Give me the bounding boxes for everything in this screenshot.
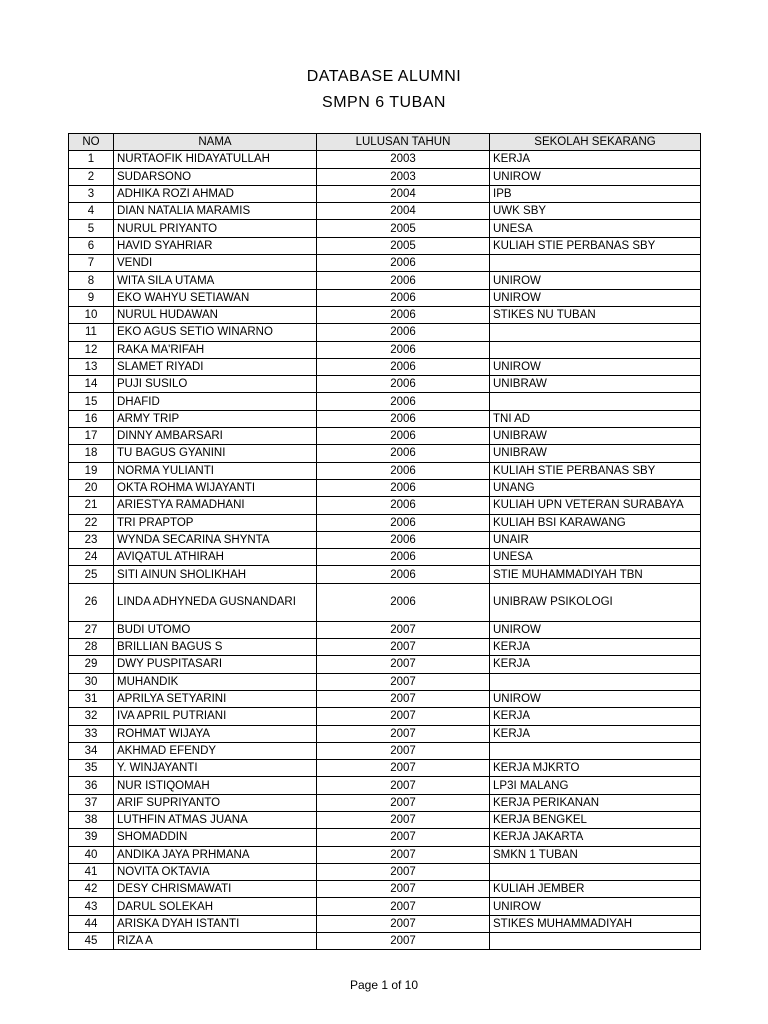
cell-lulusan-tahun: 2006: [317, 531, 490, 548]
cell-sekolah-sekarang: UNIBRAW: [490, 376, 701, 393]
cell-sekolah-sekarang: UWK SBY: [490, 203, 701, 220]
cell-nama: LUTHFIN ATMAS JUANA: [114, 811, 317, 828]
cell-lulusan-tahun: 2006: [317, 272, 490, 289]
cell-sekolah-sekarang: UNIBRAW: [490, 428, 701, 445]
cell-sekolah-sekarang: [490, 393, 701, 410]
table-row: [69, 185, 701, 202]
cell-sekolah-sekarang: KERJA BENGKEL: [490, 811, 701, 828]
table-row: [69, 289, 701, 306]
cell-nama: SUDARSONO: [114, 168, 317, 185]
cell-sekolah-sekarang: [490, 673, 701, 690]
table-row: [69, 708, 701, 725]
cell-no: 26: [69, 583, 114, 621]
cell-no: 11: [69, 324, 114, 341]
cell-lulusan-tahun: 2007: [317, 933, 490, 950]
cell-nama: LINDA ADHYNEDA GUSNANDARI: [114, 583, 317, 621]
cell-sekolah-sekarang: KERJA JAKARTA: [490, 829, 701, 846]
table-row: [69, 306, 701, 323]
table-row: [69, 237, 701, 254]
cell-nama: DARUL SOLEKAH: [114, 898, 317, 915]
cell-nama: DWY PUSPITASARI: [114, 656, 317, 673]
cell-no: 7: [69, 255, 114, 272]
column-header-nama: NAMA: [114, 134, 317, 151]
table-row: [69, 151, 701, 168]
cell-nama: NURUL PRIYANTO: [114, 220, 317, 237]
cell-lulusan-tahun: 2005: [317, 220, 490, 237]
cell-lulusan-tahun: 2006: [317, 514, 490, 531]
cell-no: 13: [69, 358, 114, 375]
cell-sekolah-sekarang: UNIROW: [490, 272, 701, 289]
table-row: [69, 794, 701, 811]
cell-sekolah-sekarang: IPB: [490, 185, 701, 202]
cell-lulusan-tahun: 2007: [317, 794, 490, 811]
document-subtitle: SMPN 6 TUBAN: [322, 94, 446, 111]
cell-sekolah-sekarang: KULIAH JEMBER: [490, 881, 701, 898]
cell-lulusan-tahun: 2007: [317, 846, 490, 863]
table-row: [69, 690, 701, 707]
table-row: [69, 656, 701, 673]
cell-no: 39: [69, 829, 114, 846]
cell-lulusan-tahun: 2007: [317, 673, 490, 690]
cell-no: 45: [69, 933, 114, 950]
table-row: [69, 566, 701, 583]
cell-no: 44: [69, 915, 114, 932]
cell-no: 23: [69, 531, 114, 548]
cell-lulusan-tahun: 2006: [317, 549, 490, 566]
cell-no: 10: [69, 306, 114, 323]
cell-sekolah-sekarang: UNIROW: [490, 621, 701, 638]
cell-lulusan-tahun: 2003: [317, 168, 490, 185]
table-row: [69, 220, 701, 237]
cell-sekolah-sekarang: [490, 324, 701, 341]
cell-lulusan-tahun: 2006: [317, 376, 490, 393]
cell-lulusan-tahun: 2007: [317, 621, 490, 638]
table-row: [69, 324, 701, 341]
cell-no: 16: [69, 410, 114, 427]
cell-no: 37: [69, 794, 114, 811]
cell-sekolah-sekarang: UNIROW: [490, 690, 701, 707]
table-row: [69, 410, 701, 427]
cell-lulusan-tahun: 2003: [317, 151, 490, 168]
table-row: [69, 760, 701, 777]
table-row: [69, 272, 701, 289]
cell-no: 17: [69, 428, 114, 445]
cell-no: 3: [69, 185, 114, 202]
cell-nama: TRI PRAPTOP: [114, 514, 317, 531]
cell-no: 43: [69, 898, 114, 915]
cell-lulusan-tahun: 2006: [317, 255, 490, 272]
cell-sekolah-sekarang: [490, 742, 701, 759]
cell-no: 25: [69, 566, 114, 583]
cell-nama: EKO AGUS SETIO WINARNO: [114, 324, 317, 341]
cell-lulusan-tahun: 2006: [317, 410, 490, 427]
cell-no: 32: [69, 708, 114, 725]
cell-lulusan-tahun: 2007: [317, 881, 490, 898]
table-row: [69, 777, 701, 794]
cell-sekolah-sekarang: KERJA PERIKANAN: [490, 794, 701, 811]
cell-no: 35: [69, 760, 114, 777]
cell-no: 27: [69, 621, 114, 638]
cell-lulusan-tahun: 2006: [317, 583, 490, 621]
cell-nama: ROHMAT WIJAYA: [114, 725, 317, 742]
table-row: [69, 829, 701, 846]
cell-sekolah-sekarang: [490, 933, 701, 950]
cell-nama: WYNDA SECARINA SHYNTA: [114, 531, 317, 548]
table-row: [69, 497, 701, 514]
cell-no: 41: [69, 863, 114, 880]
table-row: [69, 933, 701, 950]
cell-no: 40: [69, 846, 114, 863]
cell-no: 24: [69, 549, 114, 566]
cell-no: 8: [69, 272, 114, 289]
cell-sekolah-sekarang: [490, 341, 701, 358]
table-row: [69, 583, 701, 621]
cell-nama: ANDIKA JAYA PRHMANA: [114, 846, 317, 863]
cell-lulusan-tahun: 2006: [317, 428, 490, 445]
cell-nama: VENDI: [114, 255, 317, 272]
cell-sekolah-sekarang: STIKES NU TUBAN: [490, 306, 701, 323]
cell-no: 18: [69, 445, 114, 462]
cell-nama: SITI AINUN SHOLIKHAH: [114, 566, 317, 583]
cell-nama: NURUL HUDAWAN: [114, 306, 317, 323]
table-row: [69, 376, 701, 393]
cell-nama: NOVITA OKTAVIA: [114, 863, 317, 880]
cell-lulusan-tahun: 2006: [317, 445, 490, 462]
cell-sekolah-sekarang: STIE MUHAMMADIYAH TBN: [490, 566, 701, 583]
cell-sekolah-sekarang: [490, 255, 701, 272]
cell-no: 36: [69, 777, 114, 794]
table-row: [69, 742, 701, 759]
cell-lulusan-tahun: 2007: [317, 639, 490, 656]
column-header-sekolah-sekarang: SEKOLAH SEKARANG: [490, 134, 701, 151]
cell-sekolah-sekarang: UNIROW: [490, 289, 701, 306]
cell-sekolah-sekarang: [490, 863, 701, 880]
cell-sekolah-sekarang: KERJA MJKRTO: [490, 760, 701, 777]
table-row: [69, 639, 701, 656]
cell-nama: ARIESTYA RAMADHANI: [114, 497, 317, 514]
table-row: [69, 898, 701, 915]
cell-no: 29: [69, 656, 114, 673]
cell-no: 15: [69, 393, 114, 410]
cell-nama: Y. WINJAYANTI: [114, 760, 317, 777]
cell-nama: ARMY TRIP: [114, 410, 317, 427]
cell-nama: DINNY AMBARSARI: [114, 428, 317, 445]
cell-nama: AVIQATUL ATHIRAH: [114, 549, 317, 566]
cell-lulusan-tahun: 2005: [317, 237, 490, 254]
cell-lulusan-tahun: 2006: [317, 393, 490, 410]
table-row: [69, 915, 701, 932]
cell-lulusan-tahun: 2007: [317, 760, 490, 777]
cell-sekolah-sekarang: KULIAH UPN VETERAN SURABAYA: [490, 497, 701, 514]
cell-sekolah-sekarang: KERJA: [490, 656, 701, 673]
cell-lulusan-tahun: 2006: [317, 497, 490, 514]
table-row: [69, 725, 701, 742]
cell-nama: ARISKA DYAH ISTANTI: [114, 915, 317, 932]
cell-lulusan-tahun: 2007: [317, 656, 490, 673]
cell-nama: EKO WAHYU SETIAWAN: [114, 289, 317, 306]
cell-no: 4: [69, 203, 114, 220]
cell-lulusan-tahun: 2007: [317, 708, 490, 725]
cell-lulusan-tahun: 2007: [317, 863, 490, 880]
cell-nama: SHOMADDIN: [114, 829, 317, 846]
table-row: [69, 341, 701, 358]
table-row: [69, 462, 701, 479]
cell-sekolah-sekarang: KERJA: [490, 151, 701, 168]
cell-nama: ADHIKA ROZI AHMAD: [114, 185, 317, 202]
cell-lulusan-tahun: 2007: [317, 690, 490, 707]
document-title: DATABASE ALUMNI: [306, 68, 462, 85]
cell-lulusan-tahun: 2007: [317, 898, 490, 915]
cell-sekolah-sekarang: KERJA: [490, 639, 701, 656]
page-number: Page 1 of 10: [349, 978, 419, 992]
cell-nama: NORMA YULIANTI: [114, 462, 317, 479]
cell-no: 5: [69, 220, 114, 237]
table-row: [69, 393, 701, 410]
cell-sekolah-sekarang: UNIBRAW PSIKOLOGI: [490, 583, 701, 621]
cell-no: 20: [69, 479, 114, 496]
cell-lulusan-tahun: 2007: [317, 829, 490, 846]
cell-sekolah-sekarang: KULIAH STIE PERBANAS SBY: [490, 237, 701, 254]
cell-nama: ARIF SUPRIYANTO: [114, 794, 317, 811]
cell-nama: APRILYA SETYARINI: [114, 690, 317, 707]
table-row: [69, 203, 701, 220]
cell-no: 9: [69, 289, 114, 306]
table-row: [69, 621, 701, 638]
cell-sekolah-sekarang: UNESA: [490, 220, 701, 237]
cell-sekolah-sekarang: UNIROW: [490, 898, 701, 915]
table-row: [69, 479, 701, 496]
cell-nama: DIAN NATALIA MARAMIS: [114, 203, 317, 220]
cell-lulusan-tahun: 2007: [317, 811, 490, 828]
cell-sekolah-sekarang: KULIAH STIE PERBANAS SBY: [490, 462, 701, 479]
cell-sekolah-sekarang: UNIROW: [490, 168, 701, 185]
cell-lulusan-tahun: 2006: [317, 289, 490, 306]
cell-sekolah-sekarang: KERJA: [490, 708, 701, 725]
table-row: [69, 255, 701, 272]
cell-nama: SLAMET RIYADI: [114, 358, 317, 375]
cell-sekolah-sekarang: STIKES MUHAMMADIYAH: [490, 915, 701, 932]
cell-no: 38: [69, 811, 114, 828]
cell-lulusan-tahun: 2006: [317, 324, 490, 341]
table-row: [69, 811, 701, 828]
cell-no: 34: [69, 742, 114, 759]
table-row: [69, 514, 701, 531]
table-row: [69, 168, 701, 185]
cell-sekolah-sekarang: KULIAH BSI KARAWANG: [490, 514, 701, 531]
table-row: [69, 863, 701, 880]
column-header-lulusan-tahun: LULUSAN TAHUN: [317, 134, 490, 151]
cell-nama: WITA SILA UTAMA: [114, 272, 317, 289]
cell-nama: AKHMAD EFENDY: [114, 742, 317, 759]
cell-nama: MUHANDIK: [114, 673, 317, 690]
table-row: [69, 846, 701, 863]
cell-no: 30: [69, 673, 114, 690]
cell-nama: PUJI SUSILO: [114, 376, 317, 393]
cell-nama: NUR ISTIQOMAH: [114, 777, 317, 794]
cell-nama: DESY CHRISMAWATI: [114, 881, 317, 898]
cell-nama: DHAFID: [114, 393, 317, 410]
cell-sekolah-sekarang: UNESA: [490, 549, 701, 566]
cell-lulusan-tahun: 2004: [317, 185, 490, 202]
table-row: [69, 881, 701, 898]
alumni-table: [68, 133, 701, 950]
cell-lulusan-tahun: 2006: [317, 306, 490, 323]
cell-nama: BUDI UTOMO: [114, 621, 317, 638]
cell-lulusan-tahun: 2007: [317, 777, 490, 794]
cell-no: 19: [69, 462, 114, 479]
table-row: [69, 673, 701, 690]
cell-sekolah-sekarang: SMKN 1 TUBAN: [490, 846, 701, 863]
cell-nama: TU BAGUS GYANINI: [114, 445, 317, 462]
cell-lulusan-tahun: 2007: [317, 725, 490, 742]
cell-no: 14: [69, 376, 114, 393]
cell-no: 2: [69, 168, 114, 185]
cell-lulusan-tahun: 2006: [317, 341, 490, 358]
table-row: [69, 428, 701, 445]
cell-nama: RIZA A: [114, 933, 317, 950]
cell-lulusan-tahun: 2006: [317, 462, 490, 479]
cell-lulusan-tahun: 2007: [317, 742, 490, 759]
cell-no: 21: [69, 497, 114, 514]
cell-no: 6: [69, 237, 114, 254]
cell-sekolah-sekarang: UNANG: [490, 479, 701, 496]
cell-sekolah-sekarang: UNAIR: [490, 531, 701, 548]
cell-sekolah-sekarang: TNI AD: [490, 410, 701, 427]
cell-lulusan-tahun: 2006: [317, 566, 490, 583]
cell-lulusan-tahun: 2004: [317, 203, 490, 220]
table-row: [69, 549, 701, 566]
cell-sekolah-sekarang: KERJA: [490, 725, 701, 742]
cell-sekolah-sekarang: UNIROW: [490, 358, 701, 375]
cell-no: 22: [69, 514, 114, 531]
cell-no: 28: [69, 639, 114, 656]
cell-nama: BRILLIAN BAGUS S: [114, 639, 317, 656]
cell-no: 1: [69, 151, 114, 168]
cell-sekolah-sekarang: UNIBRAW: [490, 445, 701, 462]
cell-no: 31: [69, 690, 114, 707]
table-header-row: [69, 134, 701, 151]
cell-no: 33: [69, 725, 114, 742]
table-row: [69, 531, 701, 548]
cell-lulusan-tahun: 2006: [317, 358, 490, 375]
cell-no: 42: [69, 881, 114, 898]
cell-nama: RAKA MA'RIFAH: [114, 341, 317, 358]
cell-nama: NURTAOFIK HIDAYATULLAH: [114, 151, 317, 168]
table-row: [69, 358, 701, 375]
cell-lulusan-tahun: 2007: [317, 915, 490, 932]
cell-nama: IVA APRIL PUTRIANI: [114, 708, 317, 725]
column-header-no: NO: [69, 134, 114, 151]
cell-no: 12: [69, 341, 114, 358]
cell-nama: HAVID SYAHRIAR: [114, 237, 317, 254]
cell-sekolah-sekarang: LP3I MALANG: [490, 777, 701, 794]
table-row: [69, 445, 701, 462]
cell-nama: OKTA ROHMA WIJAYANTI: [114, 479, 317, 496]
cell-lulusan-tahun: 2006: [317, 479, 490, 496]
